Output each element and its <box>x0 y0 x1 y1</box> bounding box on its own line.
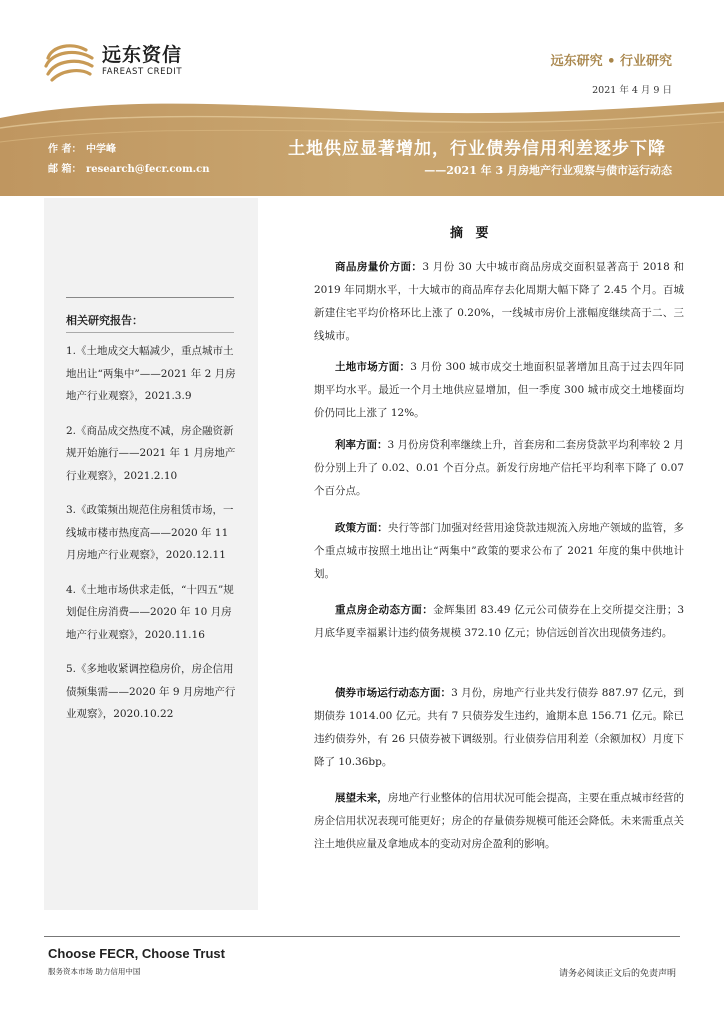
author-name: 中学峰 <box>86 144 116 155</box>
abstract-heading: 摘 要 <box>450 226 493 241</box>
paragraph-label: 重点房企动态方面： <box>335 604 434 616</box>
author-email[interactable]: research@fecr.com.cn <box>86 164 210 175</box>
paragraph-text: 3 月份，房地产行业共发行债券 887.97 亿元，到期债券 1014.00 亿元。共有 7 只债券发生违约，逾期本息 156.71 亿元。除已违约债券外，有 26 只债券被下调级别。行业债券信用利差（余额加权）月度下降了 10.36bp。 <box>314 687 685 768</box>
report-date: 2021 年 4 月 9 日 <box>592 85 672 96</box>
paragraph-text: 3 月份房贷利率继续上升，首套房和二套房贷款平均利率较 2 月份分别上升了 0.02、0.01 个百分点。新发行房地产信托平均利率下降了 0.07 个百分点。 <box>314 439 685 497</box>
paragraph-label: 债券市场运行动态方面： <box>335 687 452 699</box>
abstract-paragraph-housing <box>314 256 684 348</box>
paragraph-text: 3 月份 30 大中城市商品房成交面积显著高于 2018 和 2019 年同期水平，十大城市的商品库存去化周期大幅下降了 2.45 个月。百城新建住宅平均价格环比上涨了 0.20%，一线城市房价上涨幅度继续高于二、三线城市。 <box>314 261 685 342</box>
paragraph-text: 金辉集团 83.49 亿元公司债券在上交所提交注册；3 月底华夏幸福累计违约债务规模 372.10 亿元；协信远创首次出现债务违约。 <box>314 604 684 639</box>
footer-slogan-sub: 服务资本市场 助力信用中国 <box>48 967 141 976</box>
footer-divider <box>44 936 680 937</box>
paragraph-text: 3 月份 300 城市成交土地面积显著增加且高于过去四年同期平均水平。最近一个月土地供应显增加，但一季度 300 城市成交土地楼面均价仍同比上涨了 12%。 <box>314 361 685 419</box>
abstract-paragraph-bond-market <box>314 682 684 774</box>
related-report-item[interactable]: 4.《土地市场供求走低，“十四五”规划促住房消费——2020 年 10 月房地产行业观察》，2020.11.16 <box>66 583 234 641</box>
footer-disclaimer[interactable]: 请务必阅读正文后的免责声明 <box>558 969 676 979</box>
company-logo <box>42 38 222 88</box>
author-label: 作 者： <box>48 144 82 155</box>
report-title: 土地供应显著增加，行业债券信用利差逐步下降 <box>288 139 666 159</box>
related-report-item[interactable]: 1.《土地成交大幅减少，重点城市土地出让“两集中”——2021 年 2 月房地产行业观察》，2021.3.9 <box>66 345 236 402</box>
related-report-item[interactable]: 5.《多地收紧调控稳房价，房企信用债频集需——2020 年 9 月房地产行业观察》，2020.10.22 <box>66 663 236 720</box>
fareast-logo-icon <box>42 40 96 86</box>
abstract-paragraph-policy <box>314 517 684 586</box>
related-reports-list <box>66 340 236 738</box>
paragraph-label: 展望未来， <box>335 792 388 804</box>
report-type: 远东研究 • 行业研究 <box>550 54 672 69</box>
paragraph-label: 商品房量价方面： <box>335 261 423 273</box>
sidebar-divider-top <box>66 297 234 298</box>
abstract-paragraph-rates <box>314 434 684 503</box>
logo-chinese-name: 远东资信 <box>102 44 183 66</box>
related-reports-heading: 相关研究报告： <box>66 314 143 327</box>
abstract-paragraph-land <box>314 356 684 425</box>
paragraph-label: 土地市场方面： <box>335 361 411 373</box>
abstract-paragraph-developers <box>314 599 684 645</box>
logo-english-name: FAREAST CREDIT <box>102 67 183 77</box>
paragraph-text: 央行等部门加强对经营用途贷款违规流入房地产领域的监管，多个重点城市按照土地出让“两集中”政策的要求公布了 2021 年度的集中供地计划。 <box>314 522 684 580</box>
report-subtitle: ——2021 年 3 月房地产行业观察与债市运行动态 <box>424 164 672 177</box>
abstract-paragraph-outlook <box>314 787 684 856</box>
paragraph-label: 利率方面： <box>335 439 388 451</box>
paragraph-label: 政策方面： <box>335 522 388 534</box>
author-info <box>48 140 210 180</box>
footer-slogan: Choose FECR, Choose Trust <box>48 946 225 961</box>
email-label: 邮 箱： <box>48 164 82 175</box>
related-report-item[interactable]: 3.《政策频出规范住房租赁市场，一线城市楼市热度高——2020 年 11 月房地产行业观察》，2020.12.11 <box>66 504 234 561</box>
related-report-item[interactable]: 2.《商品成交热度不减，房企融资新规开始施行——2021 年 1 月房地产行业观察》，2021.2.10 <box>66 424 236 482</box>
sidebar-divider <box>66 332 234 333</box>
paragraph-text: 房地产行业整体的信用状况可能会提高，主要在重点城市经营的房企信用状况表现可能更好；房企的存量债券规模可能还会降低。未来需重点关注土地供应量及拿地成本的变动对房企盈利的影响。 <box>314 792 684 850</box>
